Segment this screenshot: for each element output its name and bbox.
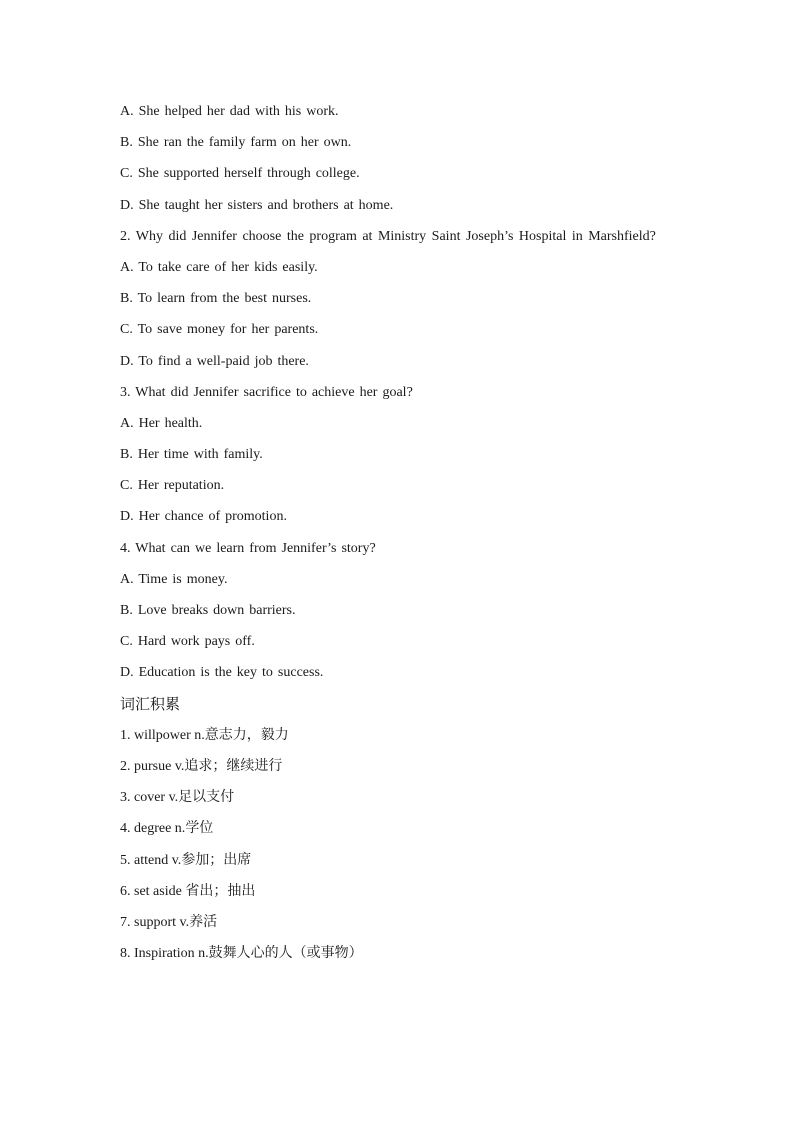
q3-option-c: C. Her reputation. [120, 478, 225, 494]
vocab-term: 3. cover v. [120, 790, 179, 806]
vocab-meaning: 养活 [189, 913, 218, 930]
vocab-item [120, 782, 673, 813]
question-3 [120, 377, 673, 533]
q2-option-a: A. To take care of her kids easily. [120, 259, 318, 275]
q4-option-a: A. Time is money. [120, 571, 228, 587]
q1-option-a: A. She helped her dad with his work. [120, 104, 339, 119]
vocab-item [120, 720, 673, 751]
vocab-meaning: 省出；抽出 [185, 882, 256, 899]
vocabulary-section [120, 689, 673, 970]
question-1-options [120, 96, 673, 221]
vocab-term: 8. Inspiration n. [120, 946, 209, 962]
vocab-item [120, 845, 673, 876]
q4-option-c: C. Hard work pays off. [120, 634, 255, 650]
vocabulary-heading: 词汇积累 [120, 694, 181, 713]
vocab-meaning: 学位 [185, 820, 214, 837]
vocab-term: 6. set aside [120, 883, 186, 899]
q2-option-c: C. To save money for her parents. [120, 322, 319, 338]
vocab-term: 4. degree n. [120, 821, 186, 837]
document-page [120, 96, 673, 969]
question-2 [120, 221, 673, 377]
q3-option-d: D. Her chance of promotion. [120, 509, 287, 525]
q4-option-d: D. Education is the key to success. [120, 665, 324, 681]
question-4 [120, 533, 673, 689]
vocab-term: 5. attend v. [120, 852, 182, 868]
q3-option-a: A. Her health. [120, 415, 203, 431]
q2-stem: 2. Why did Jennifer choose the program at Ministry Saint Joseph’s Hospital in Marshfield? [120, 228, 656, 244]
vocab-meaning: 参加；出席 [181, 851, 252, 868]
q3-option-b: B. Her time with family. [120, 447, 263, 463]
vocab-term: 7. support v. [120, 914, 190, 930]
vocab-meaning: 意志力，毅力 [204, 726, 289, 743]
q3-stem: 3. What did Jennifer sacrifice to achieve her goal? [120, 384, 413, 400]
vocab-item [120, 907, 673, 938]
vocab-meaning: 足以支付 [178, 789, 235, 806]
q1-option-b: B. She ran the family farm on her own. [120, 135, 352, 151]
q1-option-d: D. She taught her sisters and brothers at home. [120, 197, 394, 213]
vocab-item [120, 938, 673, 969]
q1-option-c: C. She supported herself through college. [120, 166, 360, 182]
vocab-item [120, 876, 673, 907]
vocab-meaning: 鼓舞人心的人（或事物） [208, 945, 363, 962]
vocab-term: 1. willpower n. [120, 727, 205, 743]
vocab-item [120, 813, 673, 844]
q2-option-b: B. To learn from the best nurses. [120, 291, 312, 307]
vocab-meaning: 追求；继续进行 [184, 757, 283, 774]
vocab-term: 2. pursue v. [120, 758, 185, 774]
q4-stem: 4. What can we learn from Jennifer’s story? [120, 540, 376, 556]
q2-option-d: D. To find a well-paid job there. [120, 353, 309, 369]
q4-option-b: B. Love breaks down barriers. [120, 603, 296, 619]
vocab-item [120, 751, 673, 782]
